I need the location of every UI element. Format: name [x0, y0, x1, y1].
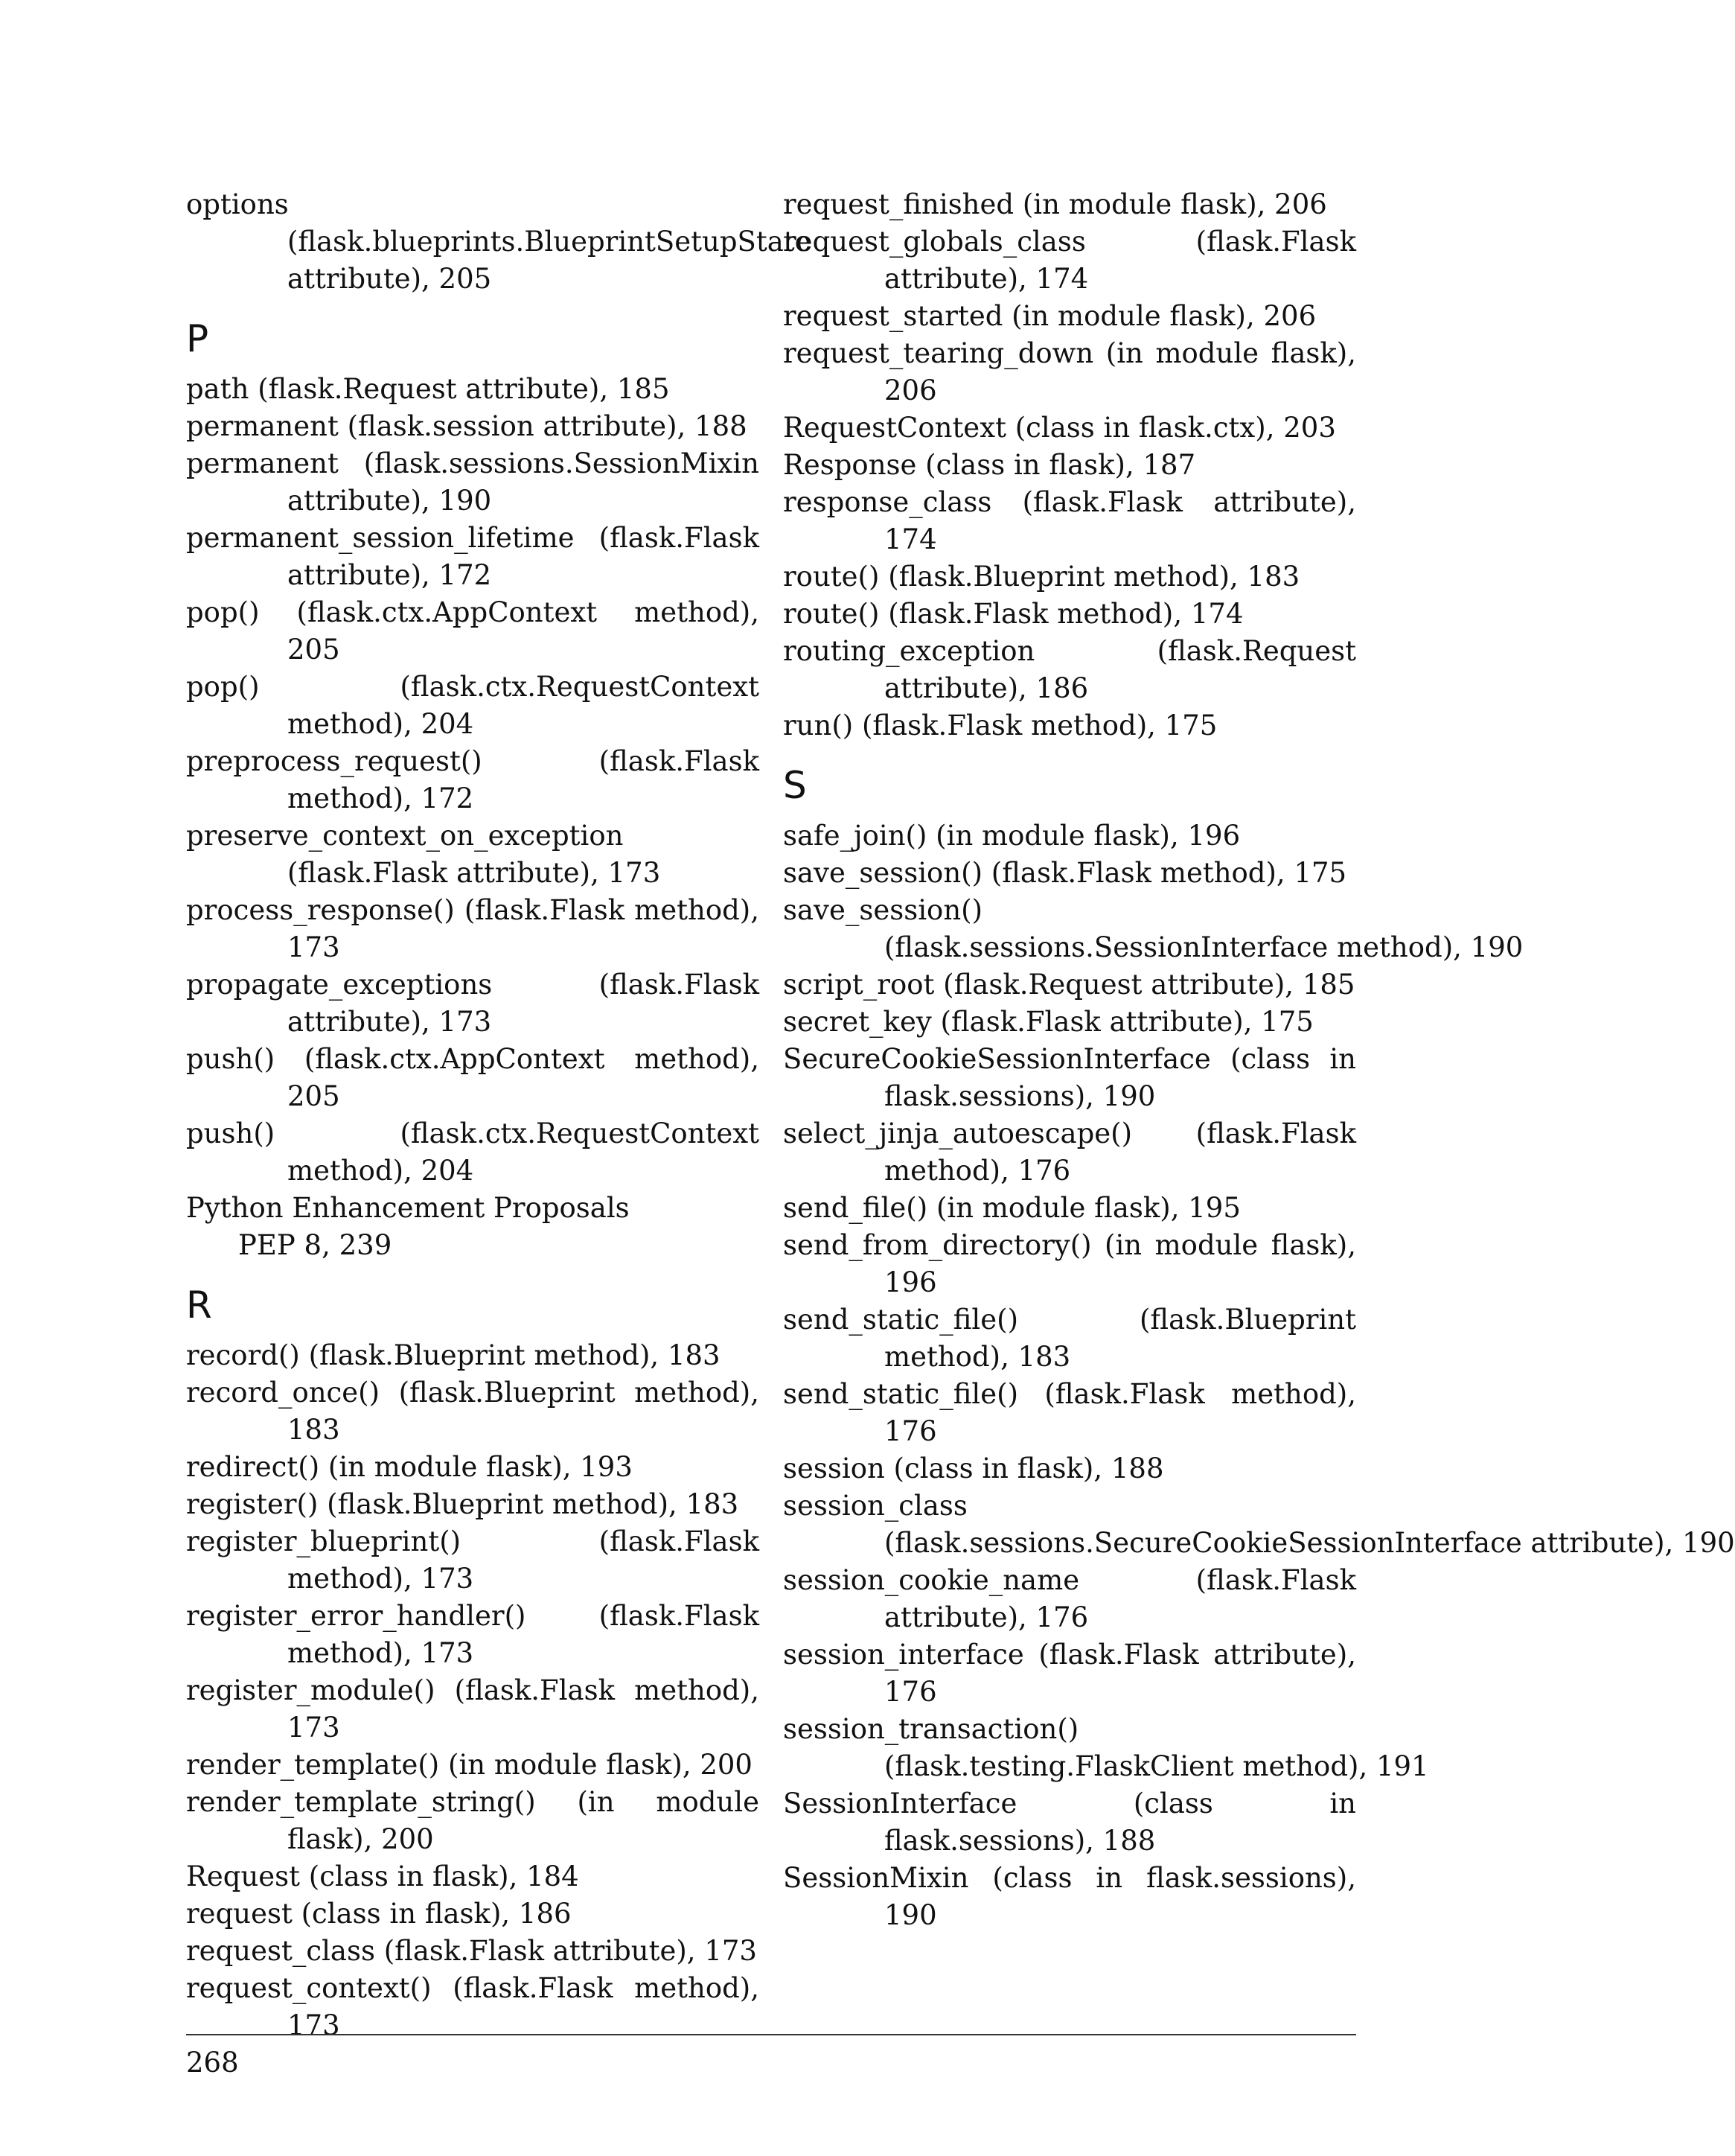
index-entry: secret_key (flask.Flask attribute), 175 [783, 1006, 1314, 1038]
index-entry: RequestContext (class in flask.ctx), 203 [783, 412, 1336, 444]
index-entry: safe_join() (in module flask), 196 [783, 820, 1241, 852]
index-entry-continuation: (flask.Flask attribute), 173 [287, 857, 661, 889]
index-entry: script_root (flask.Request attribute), 185 [783, 969, 1355, 1001]
index-entry: register_module() (flask.Flask method), 173 [186, 1674, 759, 1744]
index-column-right [783, 186, 1735, 1934]
index-entry: Python Enhancement Proposals [186, 1192, 630, 1224]
index-entry: propagate_exceptions (flask.Flask attribute), 173 [186, 969, 759, 1038]
index-entry: SessionMixin (class in flask.sessions), 190 [783, 1862, 1356, 1931]
index-entry: select_jinja_autoescape() (flask.Flask method), 176 [783, 1117, 1356, 1187]
index-entry: Response (class in flask), 187 [783, 449, 1196, 481]
index-entry: Request (class in flask), 184 [186, 1860, 579, 1892]
index-entry [783, 892, 1356, 929]
index-entry [783, 1711, 1356, 1748]
index-entry: register_blueprint() (flask.Flask method), 173 [186, 1525, 759, 1595]
index-entry: route() (flask.Blueprint method), 183 [783, 561, 1300, 593]
index-entry: push() (flask.ctx.RequestContext method), 204 [186, 1117, 759, 1187]
index-entry: permanent_session_lifetime (flask.Flask attribute), 172 [186, 522, 759, 591]
index-entry: request_class (flask.Flask attribute), 173 [186, 1935, 757, 1967]
index-entry: run() (flask.Flask method), 175 [783, 709, 1218, 741]
index-entry: send_static_file() (flask.Blueprint method), 183 [783, 1304, 1356, 1373]
index-entry-continuation: (flask.testing.FlaskClient method), 191 [884, 1750, 1429, 1782]
index-entry-term: preserve_context_on_exception [186, 820, 624, 852]
index-entry: routing_exception (flask.Request attribute), 186 [783, 635, 1356, 704]
index-entry: request_finished (in module flask), 206 [783, 188, 1327, 220]
index-entry [783, 1487, 1356, 1525]
index-entry: request_started (in module flask), 206 [783, 300, 1317, 332]
index-entry: process_response() (flask.Flask method), 173 [186, 894, 759, 963]
index-entry: register() (flask.Blueprint method), 183 [186, 1488, 739, 1520]
index-entry-term: save_session() [783, 894, 983, 926]
index-entry: send_static_file() (flask.Flask method), 176 [783, 1378, 1356, 1447]
index-entry: send_from_directory() (in module flask), 196 [783, 1229, 1356, 1298]
index-entry: path (flask.Request attribute), 185 [186, 373, 670, 405]
index-entry: render_template_string() (in module flask), 200 [186, 1786, 759, 1855]
index-entry: request_context() (flask.Flask method), 173 [186, 1972, 759, 2041]
index-section-letter: P [186, 317, 209, 360]
index-section-letter: S [783, 764, 807, 807]
index-entry: render_template() (in module flask), 200 [186, 1749, 753, 1781]
index-entry: request_tearing_down (in module flask), 206 [783, 337, 1356, 406]
footer-rule [186, 2034, 1356, 2035]
index-entry-term: session_class [783, 1490, 968, 1522]
index-entry-continuation: (flask.sessions.SecureCookieSessionInterface attribute), 190 [884, 1527, 1735, 1559]
index-entry: pop() (flask.ctx.AppContext method), 205 [186, 596, 759, 666]
index-entry: permanent (flask.session attribute), 188 [186, 410, 747, 442]
index-entry: route() (flask.Flask method), 174 [783, 598, 1244, 630]
index-entry: send_file() (in module flask), 195 [783, 1192, 1241, 1224]
index-entry [186, 817, 759, 855]
page-number: 268 [186, 2047, 239, 2079]
index-column-left [186, 186, 811, 2044]
index-entry: options (flask.blueprints.BlueprintSetupState attribute), 205 [186, 188, 811, 295]
index-entry: record_once() (flask.Blueprint method), 183 [186, 1377, 759, 1446]
index-section-letter: R [186, 1283, 212, 1327]
index-entry: request (class in flask), 186 [186, 1898, 572, 1930]
index-entry: save_session() (flask.Flask method), 175 [783, 857, 1347, 889]
index-entry-continuation: (flask.sessions.SessionInterface method), 190 [884, 931, 1524, 963]
index-entry: response_class (flask.Flask attribute), 174 [783, 486, 1356, 555]
index-entry: register_error_handler() (flask.Flask method), 173 [186, 1600, 759, 1669]
index-entry: redirect() (in module flask), 193 [186, 1451, 633, 1483]
index-entry: permanent (flask.sessions.SessionMixin attribute), 190 [186, 447, 759, 517]
index-entry: record() (flask.Blueprint method), 183 [186, 1339, 720, 1371]
index-entry: session (class in flask), 188 [783, 1452, 1164, 1484]
index-entry: SecureCookieSessionInterface (class in flask.sessions), 190 [783, 1043, 1356, 1112]
index-entry: session_interface (flask.Flask attribute), 176 [783, 1639, 1356, 1708]
index-entry: push() (flask.ctx.AppContext method), 205 [186, 1043, 759, 1112]
index-entry: session_cookie_name (flask.Flask attribute), 176 [783, 1564, 1356, 1633]
index-subentry: PEP 8, 239 [238, 1229, 392, 1261]
index-entry: preprocess_request() (flask.Flask method), 172 [186, 745, 759, 814]
index-entry: request_globals_class (flask.Flask attribute), 174 [783, 226, 1356, 295]
index-entry: SessionInterface (class in flask.sessions), 188 [783, 1787, 1356, 1857]
index-entry: pop() (flask.ctx.RequestContext method), 204 [186, 671, 759, 740]
index-entry-term: session_transaction() [783, 1713, 1079, 1745]
